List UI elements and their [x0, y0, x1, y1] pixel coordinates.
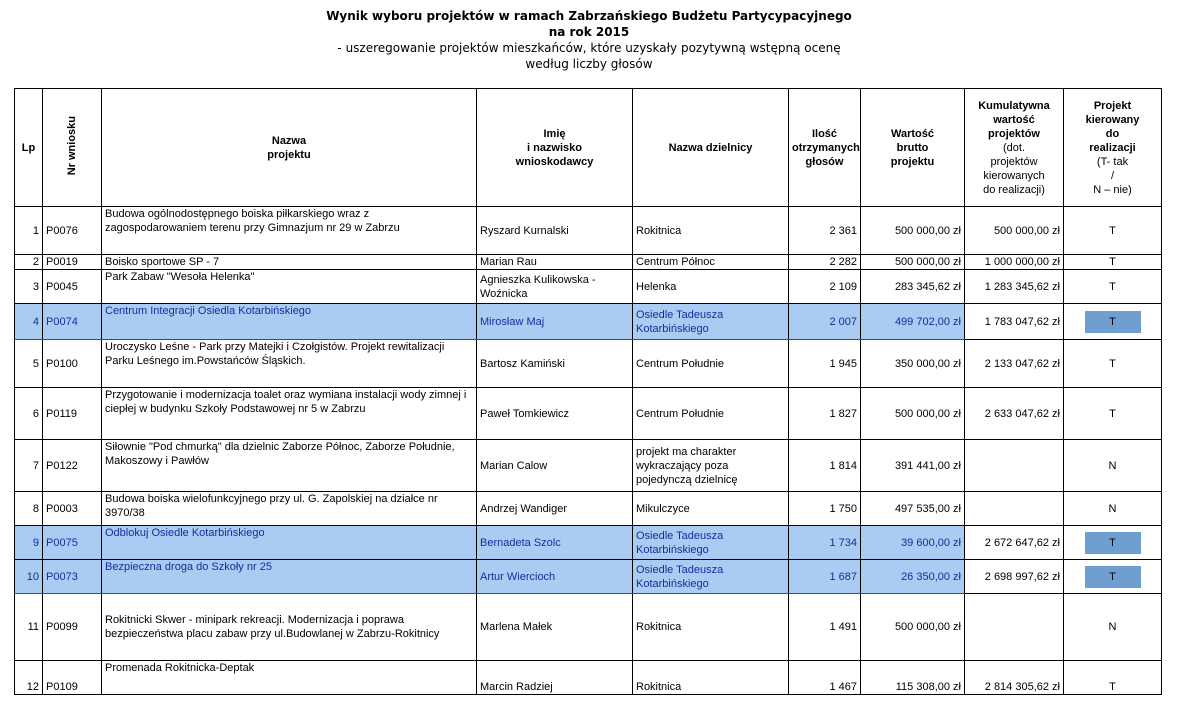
cell-author: Mirosław Maj: [477, 304, 633, 340]
cell-value: 499 702,00 zł: [861, 304, 965, 340]
header-kum-line: kierowanych: [983, 169, 1045, 182]
cell-lp: 7: [15, 440, 43, 492]
cell-project-name: Odblokuj Osiedle Kotarbińskiego: [102, 526, 477, 560]
projects-table: [14, 88, 1162, 695]
cell-votes: 1 687: [789, 560, 861, 594]
cell-nr: P0073: [43, 560, 102, 594]
cell-value: 26 350,00 zł: [861, 560, 965, 594]
header-votes-line: głosów: [805, 155, 844, 168]
table-row: [15, 526, 1162, 560]
cell-value: 500 000,00 zł: [861, 594, 965, 661]
cell-cumulative: 500 000,00 zł: [965, 207, 1064, 255]
cell-flag: T: [1064, 661, 1162, 695]
header-district: Nazwa dzielnicy: [633, 89, 789, 207]
table-row: [15, 255, 1162, 270]
cell-lp: 3: [15, 270, 43, 304]
cell-author: Artur Wiercioch: [477, 560, 633, 594]
cell-project-name: Uroczysko Leśne - Park przy Matejki i Czołgistów. Projekt rewitalizacji Parku Leśnego im.Powstańców Śląskich.: [102, 340, 477, 388]
cell-district: Rokitnica: [633, 594, 789, 661]
cell-district: Rokitnica: [633, 661, 789, 695]
cell-author: Marian Rau: [477, 255, 633, 270]
table-row: [15, 594, 1162, 661]
header-value: [861, 89, 965, 207]
table-row: [15, 388, 1162, 440]
cell-lp: 4: [15, 304, 43, 340]
header-votes-line: otrzymanych: [792, 141, 860, 154]
header-flag-line: /: [1110, 169, 1115, 182]
cell-district: Osiedle Tadeusza Kotarbińskiego: [633, 560, 789, 594]
title-line-2: na rok 2015: [548, 25, 630, 39]
cell-lp: 2: [15, 255, 43, 270]
cell-lp: 10: [15, 560, 43, 594]
document-title: [0, 8, 1178, 72]
cell-flag: [1064, 304, 1162, 340]
flag-highlight: T: [1085, 532, 1141, 554]
title-line-3: - uszeregowanie projektów mieszkańców, które uzyskały pozytywną wstępną ocenę: [337, 41, 841, 55]
header-author-line: wnioskodawcy: [515, 155, 594, 168]
header-name: [102, 89, 477, 207]
cell-flag: T: [1064, 255, 1162, 270]
cell-votes: 2 007: [789, 304, 861, 340]
cell-nr: P0099: [43, 594, 102, 661]
cell-district: Helenka: [633, 270, 789, 304]
cell-votes: 2 109: [789, 270, 861, 304]
header-kum-line: Kumulatywna: [978, 99, 1050, 112]
cell-nr: P0100: [43, 340, 102, 388]
cell-author: Bartosz Kamiński: [477, 340, 633, 388]
header-votes-line: Ilość: [811, 127, 838, 140]
flag-highlight: T: [1085, 566, 1141, 588]
title-line-4: według liczby głosów: [525, 57, 653, 71]
cell-lp: 9: [15, 526, 43, 560]
cell-project-name: Promenada Rokitnicka-Deptak: [102, 661, 477, 695]
cell-value: 391 441,00 zł: [861, 440, 965, 492]
cell-author: Marian Calow: [477, 440, 633, 492]
cell-district: Osiedle Tadeusza Kotarbińskiego: [633, 526, 789, 560]
cell-nr: P0119: [43, 388, 102, 440]
header-nr: [43, 89, 102, 207]
cell-nr: P0076: [43, 207, 102, 255]
cell-nr: P0045: [43, 270, 102, 304]
cell-nr: P0019: [43, 255, 102, 270]
cell-project-name: Bezpieczna droga do Szkoły nr 25: [102, 560, 477, 594]
cell-project-name: Przygotowanie i modernizacja toalet oraz wymiana instalacji wody zimnej i ciepłej w budynku Szkoły Podstawowej nr 5 w Zabrzu: [102, 388, 477, 440]
cell-nr: P0122: [43, 440, 102, 492]
cell-cumulative: 2 672 647,62 zł: [965, 526, 1064, 560]
cell-flag: N: [1064, 440, 1162, 492]
cell-author: Agnieszka Kulikowska - Woźnicka: [477, 270, 633, 304]
cell-nr: P0109: [43, 661, 102, 695]
cell-lp: 1: [15, 207, 43, 255]
table-row: [15, 270, 1162, 304]
cell-flag: N: [1064, 492, 1162, 526]
header-author: [477, 89, 633, 207]
header-nr-label: Nr wniosku: [66, 115, 78, 176]
cell-project-name: Rokitnicki Skwer - minipark rekreacji. Modernizacja i poprawa bezpieczeństwa placu zabaw przy ul.Budowlanej w Zabrzu-Rokitnicy: [102, 594, 477, 661]
cell-author: Ryszard Kurnalski: [477, 207, 633, 255]
cell-value: 500 000,00 zł: [861, 207, 965, 255]
cell-flag: T: [1064, 340, 1162, 388]
cell-project-name: Park Zabaw "Wesoła Helenka": [102, 270, 477, 304]
cell-votes: 1 827: [789, 388, 861, 440]
header-flag-line: (T- tak: [1096, 155, 1129, 168]
header-author-line: i nazwisko: [526, 141, 583, 154]
cell-flag: [1064, 560, 1162, 594]
header-lp: Lp: [15, 89, 43, 207]
cell-cumulative: 2 633 047,62 zł: [965, 388, 1064, 440]
cell-cumulative: [965, 492, 1064, 526]
cell-flag: T: [1064, 388, 1162, 440]
table-row: [15, 340, 1162, 388]
header-name-line: Nazwa: [271, 134, 307, 147]
cell-district: Rokitnica: [633, 207, 789, 255]
header-kum-line: wartość: [993, 113, 1035, 126]
table-row: [15, 492, 1162, 526]
header-flag: [1064, 89, 1162, 207]
cell-votes: 2 282: [789, 255, 861, 270]
table-row: [15, 560, 1162, 594]
cell-district: Centrum Południe: [633, 340, 789, 388]
cell-nr: P0075: [43, 526, 102, 560]
header-name-line: projektu: [267, 148, 311, 161]
cell-author: Paweł Tomkiewicz: [477, 388, 633, 440]
header-cumulative: [965, 89, 1064, 207]
cell-flag: T: [1064, 207, 1162, 255]
cell-district: Osiedle Tadeusza Kotarbińskiego: [633, 304, 789, 340]
table-row: [15, 440, 1162, 492]
cell-value: 115 308,00 zł: [861, 661, 965, 695]
title-line-1: Wynik wyboru projektów w ramach Zabrzańskiego Budżetu Partycypacyjnego: [326, 9, 852, 23]
cell-project-name: Centrum Integracji Osiedla Kotarbińskiego: [102, 304, 477, 340]
table-row: [15, 661, 1162, 695]
header-value-line: brutto: [896, 141, 929, 154]
cell-district: Mikulczyce: [633, 492, 789, 526]
cell-cumulative: [965, 594, 1064, 661]
table-row: [15, 304, 1162, 340]
header-votes: [789, 89, 861, 207]
header-kum-line: projektów: [988, 127, 1040, 140]
cell-lp: 11: [15, 594, 43, 661]
cell-value: 283 345,62 zł: [861, 270, 965, 304]
header-kum-line: projektów: [990, 155, 1038, 168]
cell-votes: 1 750: [789, 492, 861, 526]
cell-votes: 1 734: [789, 526, 861, 560]
header-flag-line: realizacji: [1089, 141, 1136, 154]
cell-author: Marcin Radziej: [477, 661, 633, 695]
cell-cumulative: 2 698 997,62 zł: [965, 560, 1064, 594]
header-row: [15, 89, 1162, 207]
table-row: [15, 207, 1162, 255]
header-flag-line: N – nie): [1093, 183, 1132, 196]
header-value-line: Wartość: [891, 127, 934, 140]
cell-flag: T: [1064, 270, 1162, 304]
cell-votes: 1 491: [789, 594, 861, 661]
cell-lp: 5: [15, 340, 43, 388]
cell-lp: 12: [15, 661, 43, 695]
cell-project-name: Boisko sportowe SP - 7: [102, 255, 477, 270]
flag-highlight: T: [1085, 311, 1141, 333]
cell-votes: 1 945: [789, 340, 861, 388]
cell-flag: [1064, 526, 1162, 560]
cell-votes: 1 814: [789, 440, 861, 492]
cell-author: Andrzej Wandiger: [477, 492, 633, 526]
header-flag-line: kierowany: [1085, 113, 1140, 126]
cell-cumulative: 1 000 000,00 zł: [965, 255, 1064, 270]
cell-district: Centrum Północ: [633, 255, 789, 270]
cell-cumulative: [965, 440, 1064, 492]
cell-votes: 1 467: [789, 661, 861, 695]
cell-cumulative: 2 814 305,62 zł: [965, 661, 1064, 695]
header-kum-line: do realizacji): [983, 183, 1045, 196]
cell-lp: 6: [15, 388, 43, 440]
cell-cumulative: 1 283 345,62 zł: [965, 270, 1064, 304]
cell-cumulative: 2 133 047,62 zł: [965, 340, 1064, 388]
cell-value: 497 535,00 zł: [861, 492, 965, 526]
cell-project-name: Budowa boiska wielofunkcyjnego przy ul. G. Zapolskiej na działce nr 3970/38: [102, 492, 477, 526]
cell-project-name: Budowa ogólnodostępnego boiska piłkarskiego wraz z zagospodarowaniem terenu przy Gimnazjum nr 29 w Zabrzu: [102, 207, 477, 255]
cell-value: 39 600,00 zł: [861, 526, 965, 560]
cell-flag: N: [1064, 594, 1162, 661]
cell-lp: 8: [15, 492, 43, 526]
cell-project-name: Siłownie "Pod chmurką" dla dzielnic Zaborze Północ, Zaborze Południe, Makoszowy i Pawłów: [102, 440, 477, 492]
cell-votes: 2 361: [789, 207, 861, 255]
cell-value: 350 000,00 zł: [861, 340, 965, 388]
header-flag-line: Projekt: [1093, 99, 1132, 112]
cell-nr: P0003: [43, 492, 102, 526]
cell-nr: P0074: [43, 304, 102, 340]
cell-district: projekt ma charakter wykraczający poza pojedynczą dzielnicę: [633, 440, 789, 492]
cell-author: Bernadeta Szolc: [477, 526, 633, 560]
header-kum-line: (dot.: [1002, 141, 1025, 154]
cell-author: Marlena Małek: [477, 594, 633, 661]
header-value-line: projektu: [890, 155, 935, 168]
cell-cumulative: 1 783 047,62 zł: [965, 304, 1064, 340]
cell-value: 500 000,00 zł: [861, 255, 965, 270]
cell-value: 500 000,00 zł: [861, 388, 965, 440]
cell-district: Centrum Południe: [633, 388, 789, 440]
header-author-line: Imię: [543, 127, 566, 140]
header-flag-line: do: [1105, 127, 1120, 140]
